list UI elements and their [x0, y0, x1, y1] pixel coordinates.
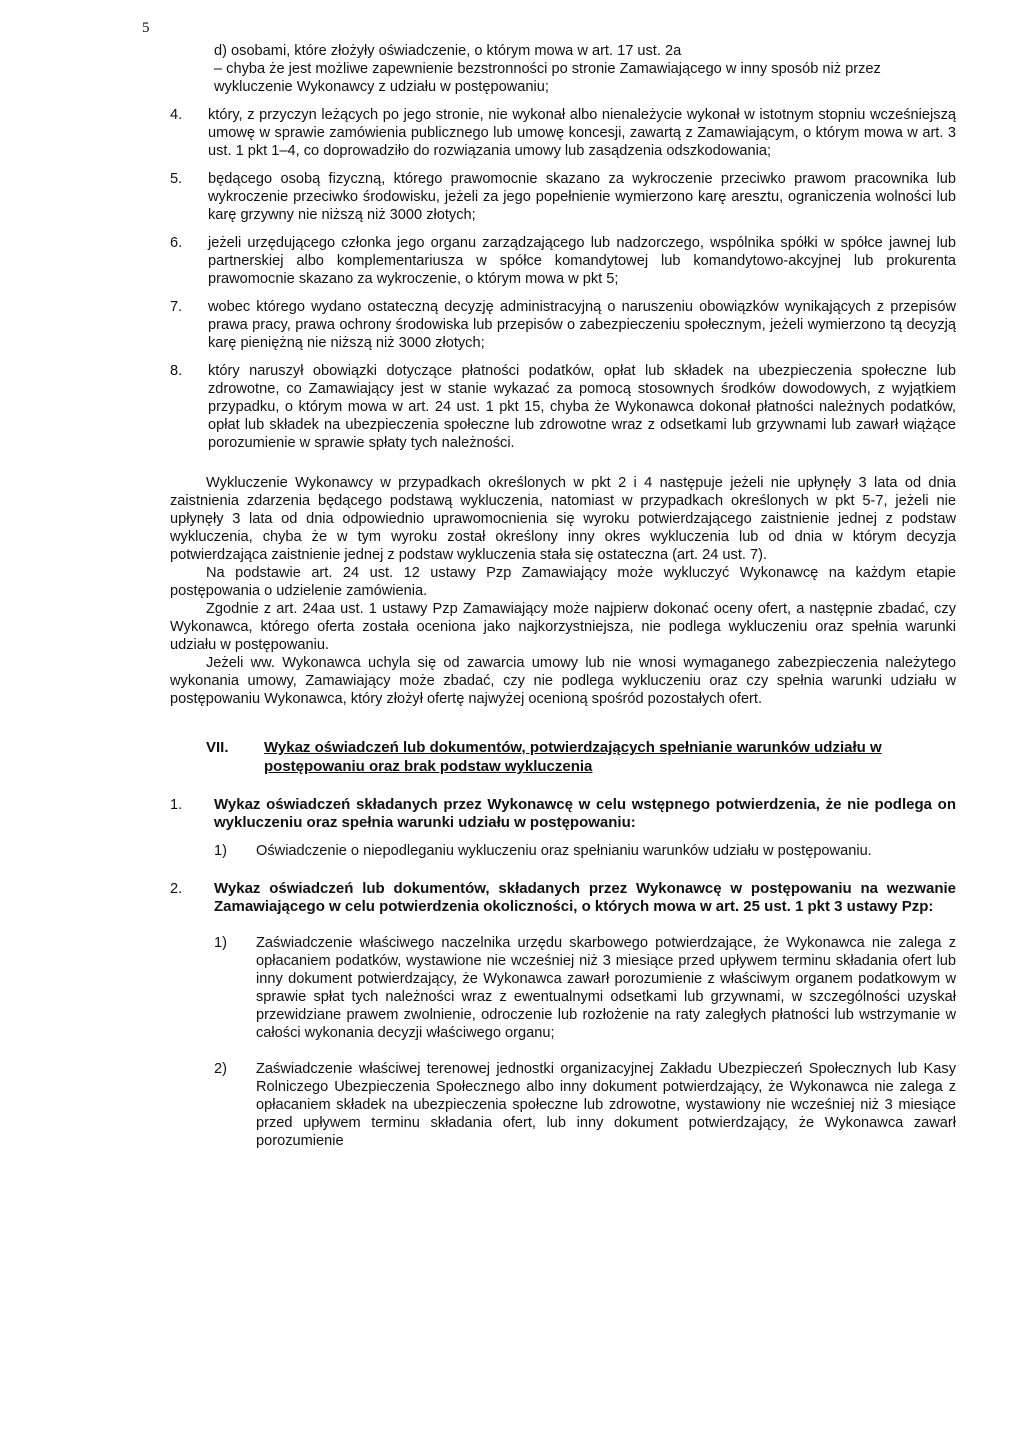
list-item	[170, 106, 956, 160]
item-number: 4.	[170, 107, 183, 123]
section-heading	[170, 738, 956, 776]
item-text: który, z przyczyn leżących po jego stronie, nie wykonał albo nienależycie wykonał w istotnym stopniu wcześniejszą umowę w sprawie zamówienia publicznego lub umowę koncesji, zawartą z Zamawiającym, o którym mowa w art. 3 ust. 1 pkt 1–4, co doprowadziło do rozwiązania umowy lub zasądzenia odszkodowania;	[208, 107, 956, 159]
item-text: jeżeli urzędującego członka jego organu zarządzającego lub nadzorczego, wspólnika spółki w spółce jawnej lub partnerskiej albo komplementariusza w spółce komandytowej lub komandytowo-akcyjnej lub prokurenta prawomocnie skazano za wykroczenie, o którym mowa w pkt 5;	[208, 235, 956, 287]
bold-list-item	[170, 880, 956, 916]
sub-item-text: Oświadczenie o niepodleganiu wykluczeniu oraz spełnianiu warunków udziału w postępowaniu.	[256, 843, 872, 859]
sub-list-item	[170, 1060, 956, 1150]
sub-item-text: Zaświadczenie właściwego naczelnika urzędu skarbowego potwierdzające, że Wykonawca nie zalega z opłacaniem podatków, wystawione nie wcześniej niż 3 miesiące przed upływem terminu składania ofert lub inny dokument potwierdzający, że Wykonawca zawarł porozumienie z właściwym organem podatkowym w sprawie spłat tych należności wraz z ewentualnymi odsetkami lub grzywnami, w szczególności uzyskał przewidziane prawem zwolnienie, odroczenie lub rozłożenie na raty zaległych płatności lub wstrzymanie w całości wykonania decyzji właściwego organu;	[256, 935, 956, 1041]
sub-list-item	[170, 934, 956, 1042]
bold-item-number: 1.	[170, 797, 183, 813]
paragraph-exclusion-period: Wykluczenie Wykonawcy w przypadkach określonych w pkt 2 i 4 następuje jeżeli nie upłynęły 3 lata od dnia zaistnienia zdarzenia będącego podstawą wykluczenia, natomiast w przypadkach określonych w pkt 5-7, jeżeli nie upłynęły 3 lata od dnia odpowiednio uprawomocnienia się wyroku potwierdzającego zaistnienie jednej z podstaw wykluczenia, chyba że w tym wyroku został określony inny okres wykluczenia lub od dnia w którym decyzja potwierdzająca zaistnienie jednej z podstaw wykluczenia stała się ostateczna (art. 24 ust. 7).	[170, 475, 956, 563]
bold-item-text: Wykaz oświadczeń lub dokumentów, składanych przez Wykonawcę w postępowaniu na wezwanie Zamawiającego w celu potwierdzenia okoliczności, o których mowa w art. 25 ust. 1 pkt 3 ustawy Pzp:	[214, 880, 956, 915]
sub-item-number: 2)	[214, 1061, 227, 1077]
paragraph-art-24-12: Na podstawie art. 24 ust. 12 ustawy Pzp Zamawiający może wykluczyć Wykonawcę na każdym etapie postępowania o udzielenie zamówienia.	[170, 565, 956, 599]
page-number: 5	[142, 20, 150, 36]
list-item	[170, 170, 956, 224]
section-number: VII.	[206, 739, 229, 756]
list-item	[170, 234, 956, 288]
item-text: będącego osobą fizyczną, którego prawomocnie skazano za wykroczenie przeciwko prawom pracownika lub wykroczenie przeciwko środowisku, jeżeli za jego popełnienie wymierzono karę aresztu, ograniczenia wolności lub karę grzywny nie niższą niż 3000 złotych;	[208, 171, 956, 223]
item-number: 5.	[170, 171, 183, 187]
paragraph-art-24aa: Zgodnie z art. 24aa ust. 1 ustawy Pzp Zamawiający może najpierw dokonać oceny ofert, a następnie zbadać, czy Wykonawca, którego oferta została oceniona jako najkorzystniejsza, nie podlega wykluczeniu oraz spełnia warunki udziału w postępowaniu.	[170, 601, 956, 653]
sub-list-item	[170, 842, 956, 860]
section-title: Wykaz oświadczeń lub dokumentów, potwierdzających spełnianie warunków udziału w postępowaniu oraz brak podstaw wykluczenia	[264, 739, 882, 775]
bold-list-item	[170, 796, 956, 832]
sub-item-text: Zaświadczenie właściwej terenowej jednostki organizacyjnej Zakładu Ubezpieczeń Społecznych lub Kasy Rolniczego Ubezpieczenia Społecznego albo inny dokument potwierdzający, że Wykonawca nie zalega z opłacaniem składek na ubezpieczenia społeczne lub zdrowotne, wystawiony nie wcześniej niż 3 miesiące przed upływem terminu składania ofert, lub inny dokument potwierdzający, że Wykonawca zawarł porozumienie	[256, 1061, 956, 1149]
list-item	[170, 298, 956, 352]
list-item-d: d) osobami, które złożyły oświadczenie, o którym mowa w art. 17 ust. 2a	[214, 43, 682, 59]
list-item	[170, 362, 956, 452]
sub-item-number: 1)	[214, 935, 227, 951]
item-number: 6.	[170, 235, 183, 251]
item-text: który naruszył obowiązki dotyczące płatności podatków, opłat lub składek na ubezpieczenia społeczne lub zdrowotne, co Zamawiający jest w stanie wykazać za pomocą stosownych środków dowodowych, z wyjątkiem przypadku, o którym mowa w art. 24 ust. 1 pkt 15, chyba że Wykonawca dokonał płatności należnych podatków, opłat lub składek na ubezpieczenia społeczne lub zdrowotne wraz z odsetkami lub grzywnami lub zawarł wiążące porozumienie w sprawie spłaty tych należności.	[208, 363, 956, 451]
bold-item-text: Wykaz oświadczeń składanych przez Wykonawcę w celu wstępnego potwierdzenia, że nie podlega on wykluczeniu oraz spełnia warunki udziału w postępowaniu:	[214, 796, 956, 831]
item-number: 7.	[170, 299, 183, 315]
document-body	[170, 42, 956, 1150]
bold-item-number: 2.	[170, 881, 183, 897]
paragraph-contractor-withdrawal: Jeżeli ww. Wykonawca uchyla się od zawarcia umowy lub nie wnosi wymaganego zabezpieczenia należytego wykonania umowy, Zamawiający może zbadać, czy nie podlega wykluczeniu oraz czy spełnia warunki udziału w postępowaniu Wykonawca, który złożył ofertę najwyżej ocenioną spośród pozostałych ofert.	[170, 655, 956, 707]
list-item-dash: – chyba że jest możliwe zapewnienie bezstronności po stronie Zamawiającego w inny sposób niż przez wykluczenie Wykonawcy z udziału w postępowaniu;	[214, 61, 881, 95]
sub-item-number: 1)	[214, 843, 227, 859]
item-number: 8.	[170, 363, 183, 379]
item-text: wobec którego wydano ostateczną decyzję administracyjną o naruszeniu obowiązków wynikających z przepisów prawa pracy, prawa ochrony środowiska lub przepisów o zabezpieczeniu społecznym, jeżeli wymierzono tą decyzją karę pieniężną nie niższą niż 3000 złotych;	[208, 299, 956, 351]
